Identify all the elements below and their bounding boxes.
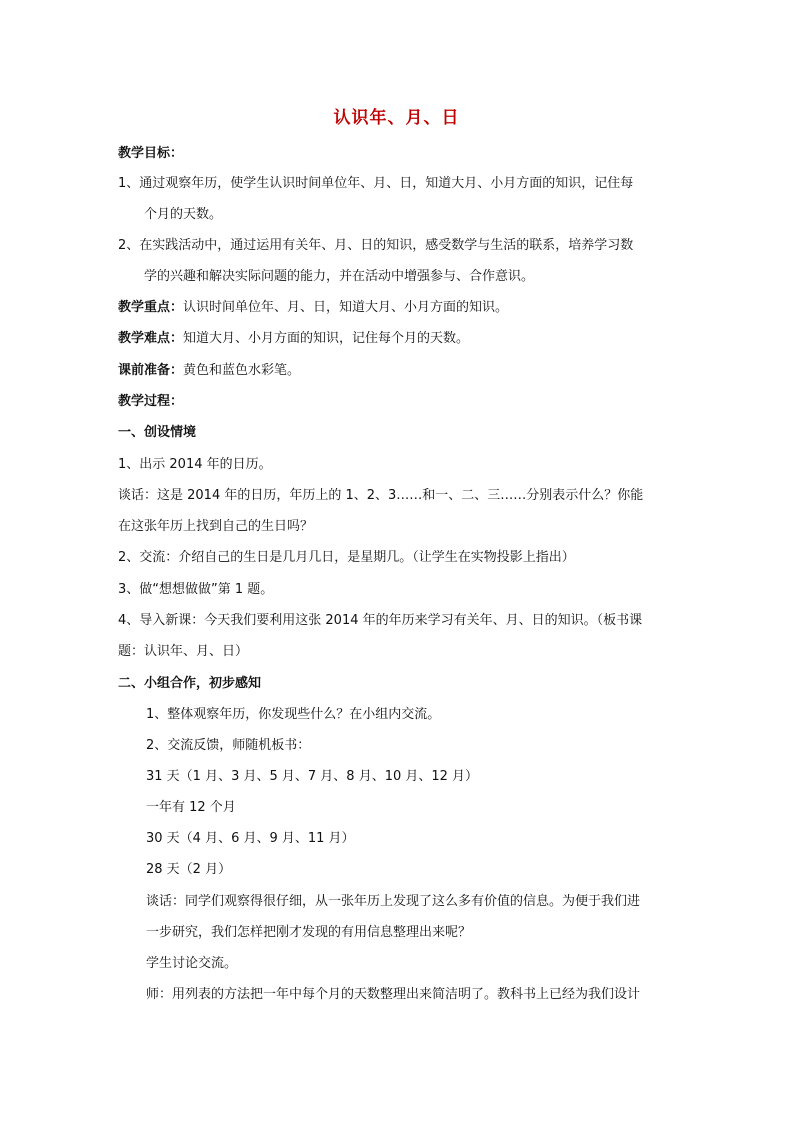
objective-2-line-1: 2、在实践活动中，通过运用有关年、月、日的知识，感受数学与生活的联系，培养学习数 [118,238,634,253]
section-1-heading: 一、创设情境 [118,425,197,440]
section-2-line-4: 一年有 12 个月 [146,800,236,815]
key-point-label: 教学重点： [118,300,184,315]
section-2-line-9: 学生讨论交流。 [146,956,238,971]
section-2-line-7: 谈话：同学们观察得很仔细，从一张年历上发现了这么多有价值的信息。为便于我们进 [146,894,641,909]
difficulty-label: 教学难点： [118,331,184,346]
preparation-label: 课前准备： [118,363,184,378]
section-2-line-3: 31 天（1 月、3 月、5 月、7 月、8 月、10 月、12 月） [146,769,479,784]
section-2-line-5: 30 天（4 月、6 月、9 月、11 月） [146,831,355,846]
objectives-heading: 教学目标： [118,146,184,161]
document-title: 认识年、月、日 [333,108,460,128]
section-1-line-3: 在这张年历上找到自己的生日吗？ [118,519,314,534]
section-2-line-10: 师：用列表的方法把一年中每个月的天数整理出来简洁明了。教科书上已经为我们设计 [146,987,641,1002]
section-1-line-4: 2、交流：介绍自己的生日是几月几日，是星期几。（让学生在实物投影上指出） [118,550,575,565]
section-1-line-2: 谈话：这是 2014 年的日历，年历上的 1、2、3……和一、二、三……分别表示什么？你能 [118,488,644,503]
objective-1-line-1: 1、通过观察年历，使学生认识时间单位年、月、日，知道大月、小月方面的知识，记住每 [118,176,634,191]
difficulty-text: 知道大月、小月方面的知识，记住每个月的天数。 [183,331,470,346]
section-1-line-5: 3、做“想想做做”第 1 题。 [118,582,274,597]
section-2-heading: 二、小组合作，初步感知 [118,676,262,691]
section-1-line-7: 题：认识年、月、日） [118,644,249,659]
preparation-text: 黄色和蓝色水彩笔。 [183,363,301,378]
process-heading: 教学过程： [118,394,184,409]
objective-2-line-2: 学的兴趣和解决实际问题的能力，并在活动中增强参与、合作意识。 [144,269,535,284]
section-2-line-2: 2、交流反馈，师随机板书： [146,738,311,753]
difficulty [118,329,688,349]
preparation [118,361,688,381]
key-point [118,298,688,318]
section-2-line-6: 28 天（2 月） [146,862,232,877]
section-1-line-6: 4、导入新课：今天我们要利用这张 2014 年的年历来学习有关年、月、日的知识。（板书课 [118,613,643,628]
section-2-line-1: 1、整体观察年历，你发现些什么？在小组内交流。 [146,707,441,722]
section-2-line-8: 一步研究，我们怎样把刚才发现的有用信息整理出来呢？ [146,925,472,940]
objective-1-line-2: 个月的天数。 [144,207,223,222]
section-1-line-1: 1、出示 2014 年的日历。 [118,457,272,472]
key-point-text: 认识时间单位年、月、日，知道大月、小月方面的知识。 [183,300,509,315]
